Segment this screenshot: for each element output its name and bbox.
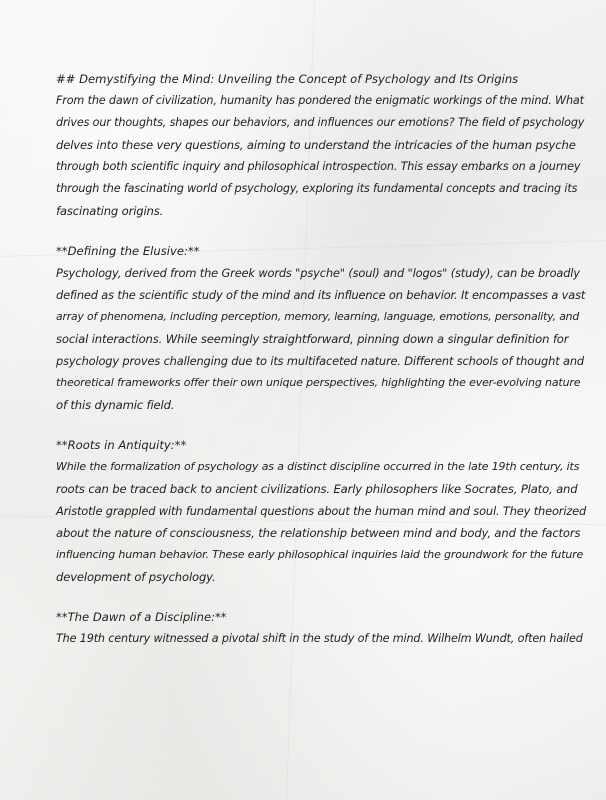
text-line: about the nature of consciousness, the relationship between mind and body, and the factors (56, 526, 581, 540)
text-line: roots can be traced back to ancient civilizations. Early philosophers like Socrates, Plato, and (56, 482, 578, 496)
section-paragraph (56, 628, 583, 650)
section-heading: **Defining the Elusive:** (56, 244, 200, 258)
text-line: Aristotle grappled with fundamental questions about the human mind and soul. They theorized (56, 504, 587, 518)
text-line: From the dawn of civilization, humanity has pondered the enigmatic workings of the mind. What (56, 94, 584, 107)
text-line: theoretical frameworks offer their own unique perspectives, highlighting the ever-evolving nature (56, 376, 581, 389)
text-line: The 19th century witnessed a pivotal shift in the study of the mind. Wilhelm Wundt, often hailed (56, 632, 583, 645)
document-title: ## Demystifying the Mind: Unveiling the Concept of Psychology and Its Origins (56, 72, 519, 86)
text-line: psychology proves challenging due to its multifaceted nature. Different schools of thought and (56, 354, 584, 368)
section-paragraph (56, 456, 587, 588)
text-line: social interactions. While seemingly straightforward, pinning down a singular definition for (56, 332, 569, 346)
text-line: array of phenomena, including perception, memory, learning, language, emotions, personality, and (56, 310, 580, 323)
text-line: While the formalization of psychology as a distinct discipline occurred in the late 19th century, its (56, 460, 580, 473)
section-heading: **The Dawn of a Discipline:** (56, 610, 227, 624)
text-line: of this dynamic field. (56, 398, 175, 412)
intro-paragraph (56, 90, 585, 222)
text-line: delves into these very questions, aiming to understand the intricacies of the human psyche (56, 138, 576, 152)
text-line: drives our thoughts, shapes our behaviors, and influences our emotions? The field of psychology (56, 116, 585, 129)
text-line: through the fascinating world of psychology, exploring its fundamental concepts and tracing its (56, 182, 578, 195)
text-line: influencing human behavior. These early philosophical inquiries laid the groundwork for the future (56, 548, 584, 561)
section-paragraph (56, 262, 586, 416)
text-line: through both scientific inquiry and philosophical introspection. This essay embarks on a journey (56, 160, 581, 173)
text-line: fascinating origins. (56, 204, 164, 218)
text-line: development of psychology. (56, 570, 216, 584)
text-line: defined as the scientific study of the mind and its influence on behavior. It encompasses a vast (56, 288, 586, 302)
document-body (56, 68, 587, 668)
text-line: Psychology, derived from the Greek words "psyche" (soul) and "logos" (study), can be broadly (56, 266, 580, 280)
section-heading: **Roots in Antiquity:** (56, 438, 187, 452)
